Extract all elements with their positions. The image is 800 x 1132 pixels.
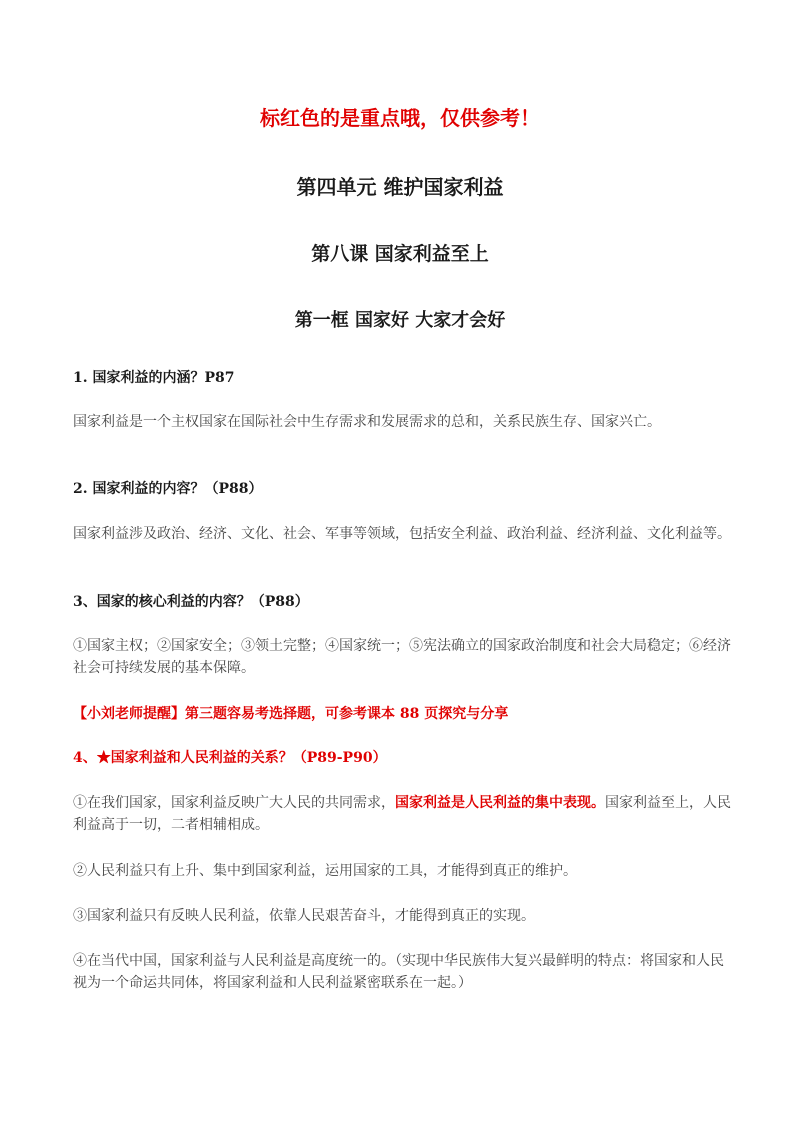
question-4-answer-1 <box>73 792 733 836</box>
lesson-title: 第八课 国家利益至上 <box>311 243 489 265</box>
question-2-answer: 国家利益涉及政治、经济、文化、社会、军事等领域，包括安全利益、政治利益、经济利益、文化利益等。 <box>73 526 731 542</box>
teacher-tip: 【小刘老师提醒】第三题容易考选择题，可参考课本 88 页探究与分享 <box>73 706 509 722</box>
question-3-answer: ①国家主权；②国家安全；③领土完整；④国家统一；⑤宪法确立的国家政治制度和社会大局稳定；⑥经济社会可持续发展的基本保障。 <box>73 638 731 676</box>
question-2-title: 2. 国家利益的内容？（P88） <box>73 481 263 497</box>
key-points-notice: 标红色的是重点哦，仅供参考！ <box>260 106 540 130</box>
question-3-title: 3、国家的核心利益的内容？（P88） <box>73 594 309 610</box>
unit-title: 第四单元 维护国家利益 <box>296 175 504 199</box>
question-4-answer-4: ④在当代中国，国家利益与人民利益是高度统一的。（实现中华民族伟大复兴最鲜明的特点：将国家和人民视为一个命运共同体，将国家利益和人民利益紧密联系在一起。） <box>73 953 724 991</box>
answer-1-text-end: 国家利益至上，人民利益高于一切，二者相辅相成。 <box>73 795 731 833</box>
answer-1-highlight: 国家利益是人民利益的集中表现。 <box>395 795 605 811</box>
question-4-title: 4、★国家利益和人民利益的关系？（P89-P90） <box>73 750 387 766</box>
answer-1-text-start: ①在我们国家，国家利益反映广大人民的共同需求， <box>73 795 395 811</box>
frame-title: 第一框 国家好 大家才会好 <box>294 310 506 331</box>
question-1-title: 1. 国家利益的内涵？P87 <box>73 370 235 386</box>
question-4-answer-2: ②人民利益只有上升、集中到国家利益，运用国家的工具，才能得到真正的维护。 <box>73 863 577 879</box>
question-1-answer: 国家利益是一个主权国家在国际社会中生存需求和发展需求的总和，关系民族生存、国家兴亡。 <box>73 414 661 430</box>
question-4-answer-3: ③国家利益只有反映人民利益，依靠人民艰苦奋斗，才能得到真正的实现。 <box>73 908 535 924</box>
